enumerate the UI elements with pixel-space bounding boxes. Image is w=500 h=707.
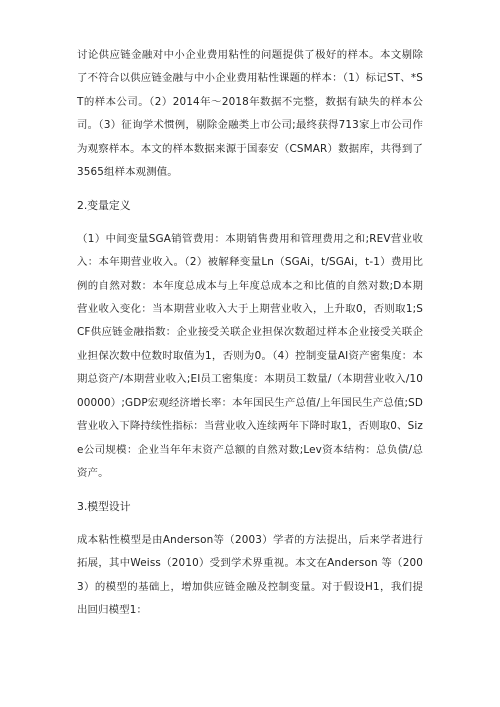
document-page [77,44,423,622]
paragraph-model-design: 成本粘性模型是由Anderson等（2003）学者的方法提出，后来学者进行拓展，其中Weiss（2010）受到学术界重视。本文在Anderson 等（2003）的模型的基础上，增加供应链金融及控制变量。对于假设H1，我们提出回归模型1： [77,533,423,616]
section-heading-variable-definition: 2.变量定义 [77,199,131,213]
paragraph-variable-definition: （1）中间变量SGA销管费用：本期销售费用和管理费用之和;REV营业收入：本年期营业收入。（2）被解释变量Ln（SGAi，t/SGAi，t-1）费用比例的自然对数：本年度总成本与上年度总成本之和比值的自然对数;D本期营业收入变化：当本期营业收入大于上期营业收入，上升取0，否则取1;SCF供应链金融指数：企业接受关联企业担保次数超过样本企业接受关联企业担保次数中位数时取值为1，否则为0。（4）控制变量AI资产密集度：本期总资产/本期营业收入;EI员工密集度：本期员工数量/（本期营业收入/1000000）;GDP宏观经济增长率：本年国民生产总值/上年国民生产总值;SD营业收入下降持续性指标：当营业收入连续两年下降时取1，否则取0、Size公司规模：企业当年年末资产总额的自然对数;Lev资本结构：总负债/总资产。 [77,232,423,479]
section-heading-model-design: 3.模型设计 [77,500,131,514]
paragraph-sample-selection: 讨论供应链金融对中小企业费用粘性的问题提供了极好的样本。本文剔除了不符合以供应链金融与中小企业费用粘性课题的样本：（1）标记ST、*ST的样本公司。（2）2014年～2018年数据不完整，数据有缺失的样本公司。（3）征询学术惯例，剔除金融类上市公司;最终获得713家上市公司作为观察样本。本文的样本数据来源于国泰安（CSMAR）数据库，共得到了3565组样本观测值。 [77,49,423,179]
